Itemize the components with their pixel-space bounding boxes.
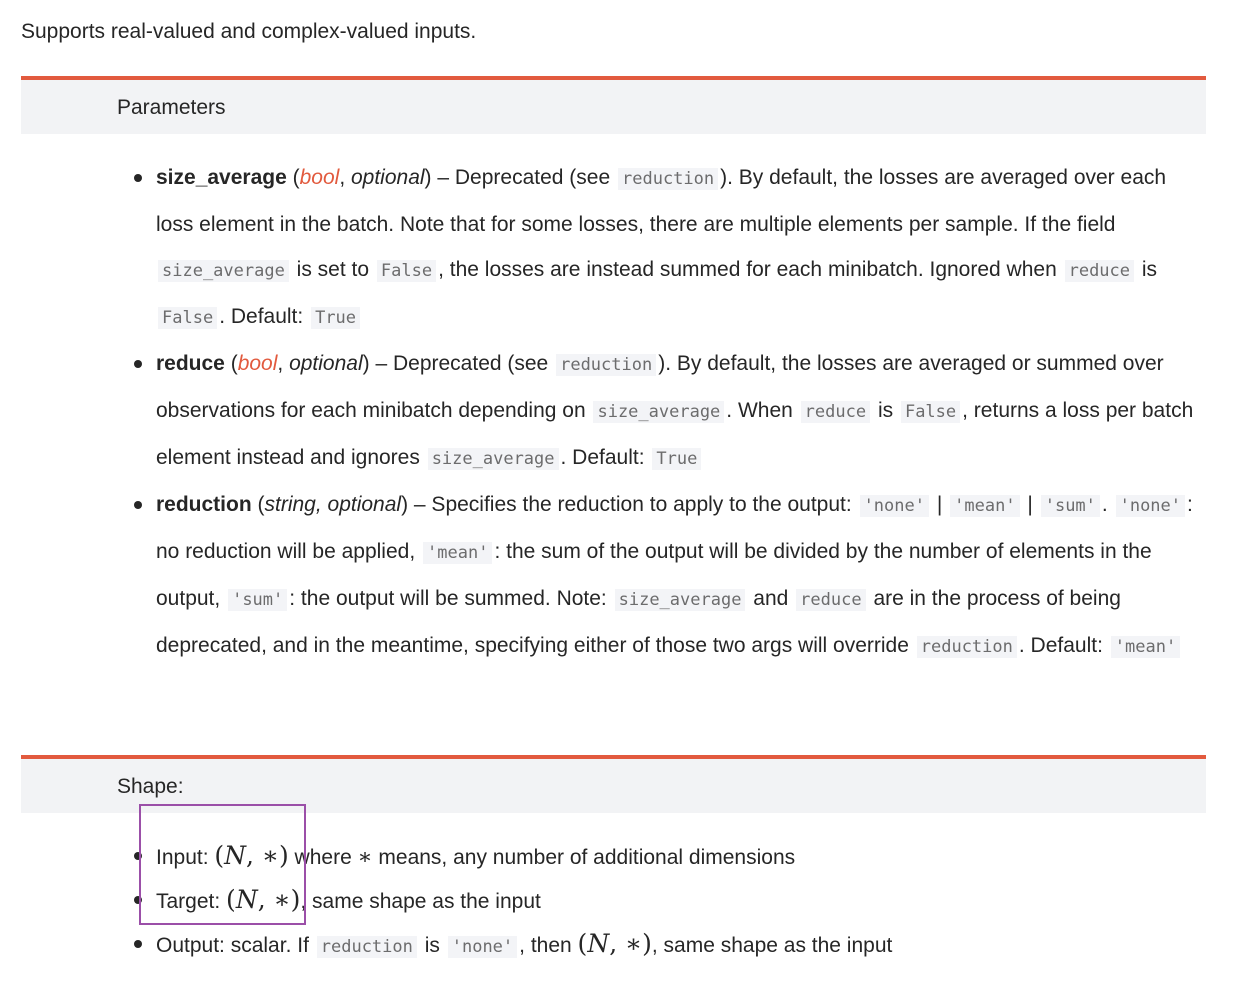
- math-comma: ,: [246, 841, 254, 870]
- param-type[interactable]: bool: [299, 166, 340, 189]
- parameters-header: [21, 76, 1206, 134]
- math-comma: ,: [609, 929, 618, 958]
- param-desc-text: . When: [726, 399, 793, 422]
- shape-desc: where: [294, 846, 352, 869]
- math-var: N: [587, 929, 610, 958]
- code-reduce: reduce: [1065, 260, 1134, 282]
- param-desc-text: ). By default, the losses are averaged over each loss element in the batch. Note that for some losses, there are multiple elements per sample. If the field: [156, 166, 1167, 236]
- param-desc-text: .: [1101, 493, 1108, 516]
- shape-label: Input:: [156, 846, 209, 869]
- param-name: size_average: [156, 166, 287, 189]
- code-true: True: [652, 448, 701, 470]
- shape-desc: , then: [519, 934, 572, 957]
- math-paren: (: [226, 885, 236, 914]
- param-name: reduce: [156, 352, 225, 375]
- shape-label: Target:: [156, 890, 221, 913]
- code-reduction[interactable]: reduction: [618, 168, 718, 190]
- param-type[interactable]: bool: [237, 352, 278, 375]
- code-size-average: size_average: [158, 260, 289, 282]
- shape-list: [156, 835, 1208, 968]
- param-type-optional: optional: [289, 352, 363, 375]
- param-desc-text: – Deprecated (see: [375, 352, 549, 375]
- math-paren: ): [278, 841, 289, 870]
- param-type: string, optional: [264, 493, 402, 516]
- math-var: N: [235, 885, 258, 914]
- code-reduction: reduction: [917, 636, 1017, 658]
- param-reduction: reduction (string, optional) – Specifies the reduction to apply to the output: 'none' | 'mean' | 'sum' . 'none' : no reduction will be applied, 'mean' : the sum of the output will be divided by the number of elements in the output, 'sum' : the output will be summed. Note: size_average and reduce are in the process of being deprecated, and in the meantime, specifying either of those two args will override reduction . Default: 'mean': [156, 482, 1208, 670]
- code-size-average: size_average: [593, 401, 724, 423]
- param-desc-text: : the sum of the output will be divided by the number of elements in the output,: [156, 540, 1152, 610]
- math-comma: ,: [257, 885, 266, 914]
- shape-input: [156, 835, 1208, 879]
- code-reduction[interactable]: reduction: [556, 354, 656, 376]
- code-reduce: reduce: [796, 589, 865, 611]
- param-desc-text: – Deprecated (see: [437, 166, 611, 189]
- shape-output: [156, 923, 1208, 968]
- separator: |: [1027, 493, 1033, 516]
- parameters-list: [156, 155, 1208, 670]
- code-reduction[interactable]: reduction: [317, 936, 417, 958]
- param-desc-text: are in the process of being deprecated, and in the meantime, specifying either of those two args will override: [156, 587, 1121, 657]
- code-true: True: [311, 307, 360, 329]
- param-desc-text: is set to: [296, 258, 370, 281]
- code-none: 'none': [448, 936, 517, 958]
- param-desc-text: . Default:: [1018, 634, 1103, 657]
- shape-desc: means, any number of additional dimensions: [378, 846, 796, 869]
- math-star: ∗: [357, 845, 373, 870]
- parameters-heading: Parameters: [117, 96, 226, 119]
- param-type-optional: optional: [350, 166, 425, 189]
- param-desc-text: is: [877, 399, 894, 422]
- param-reduce: reduce (bool, optional) – Deprecated (see reduction ). By default, the losses are averaged or summed over observations for each minibatch depending on size_average . When reduce is False , returns a loss per batch element instead and ignores size_average . Default: True: [156, 341, 1208, 482]
- math-var: N: [224, 841, 247, 870]
- code-none: 'none': [860, 495, 929, 517]
- param-desc-text: : the output will be summed. Note:: [289, 587, 607, 610]
- code-mean: 'mean': [1111, 636, 1180, 658]
- code-sum: 'sum': [1041, 495, 1100, 517]
- param-desc-text: . Default:: [219, 305, 304, 328]
- code-false: False: [377, 260, 436, 282]
- code-none: 'none': [1116, 495, 1185, 517]
- param-desc-text: is: [1141, 258, 1158, 281]
- math-star: ∗: [625, 929, 643, 958]
- code-mean: 'mean': [950, 495, 1019, 517]
- separator: |: [936, 493, 943, 516]
- param-name: reduction: [156, 493, 252, 516]
- shape-desc: , same shape as the input: [300, 890, 541, 913]
- shape-desc: , same shape as the input: [651, 934, 893, 957]
- shape-target: [156, 879, 1208, 923]
- param-desc-text: , returns a loss per batch element instead and ignores: [156, 399, 1194, 469]
- math-n-star: [578, 929, 652, 958]
- param-desc-text: , the losses are instead summed for each minibatch. Ignored when: [438, 258, 1057, 281]
- math-star: ∗: [261, 841, 279, 870]
- shape-heading: Shape:: [117, 775, 184, 798]
- code-mean: 'mean': [423, 542, 492, 564]
- param-size-average: size_average (bool, optional) – Deprecated (see reduction ). By default, the losses are averaged over each loss element in the batch. Note that for some losses, there are multiple elements per sample. If the field size_average is set to False , the losses are instead summed for each minibatch. Ignored when reduce is False . Default: True: [156, 155, 1208, 341]
- code-sum: 'sum': [228, 589, 287, 611]
- math-paren: (: [577, 929, 588, 958]
- math-paren: (: [214, 841, 225, 870]
- code-false: False: [901, 401, 960, 423]
- code-false: False: [158, 307, 217, 329]
- math-star: ∗: [273, 885, 291, 914]
- math-paren: ): [290, 885, 301, 914]
- param-desc-text: . Default:: [560, 446, 645, 469]
- math-paren: ): [642, 929, 652, 958]
- param-desc-text: : no reduction will be applied,: [156, 493, 1193, 563]
- code-reduce: reduce: [801, 401, 870, 423]
- shape-label: Output: scalar. If: [156, 934, 309, 957]
- param-desc-text: and: [753, 587, 789, 610]
- shape-desc: is: [424, 934, 440, 957]
- code-size-average: size_average: [428, 448, 559, 470]
- highlight-box: [139, 804, 306, 925]
- code-size-average: size_average: [615, 589, 746, 611]
- param-desc-text: – Specifies the reduction to apply to the output:: [413, 493, 852, 516]
- intro-text: Supports real-valued and complex-valued inputs.: [21, 20, 477, 43]
- param-desc-text: ). By default, the losses are averaged or summed over observations for each minibatch depending on: [156, 352, 1164, 422]
